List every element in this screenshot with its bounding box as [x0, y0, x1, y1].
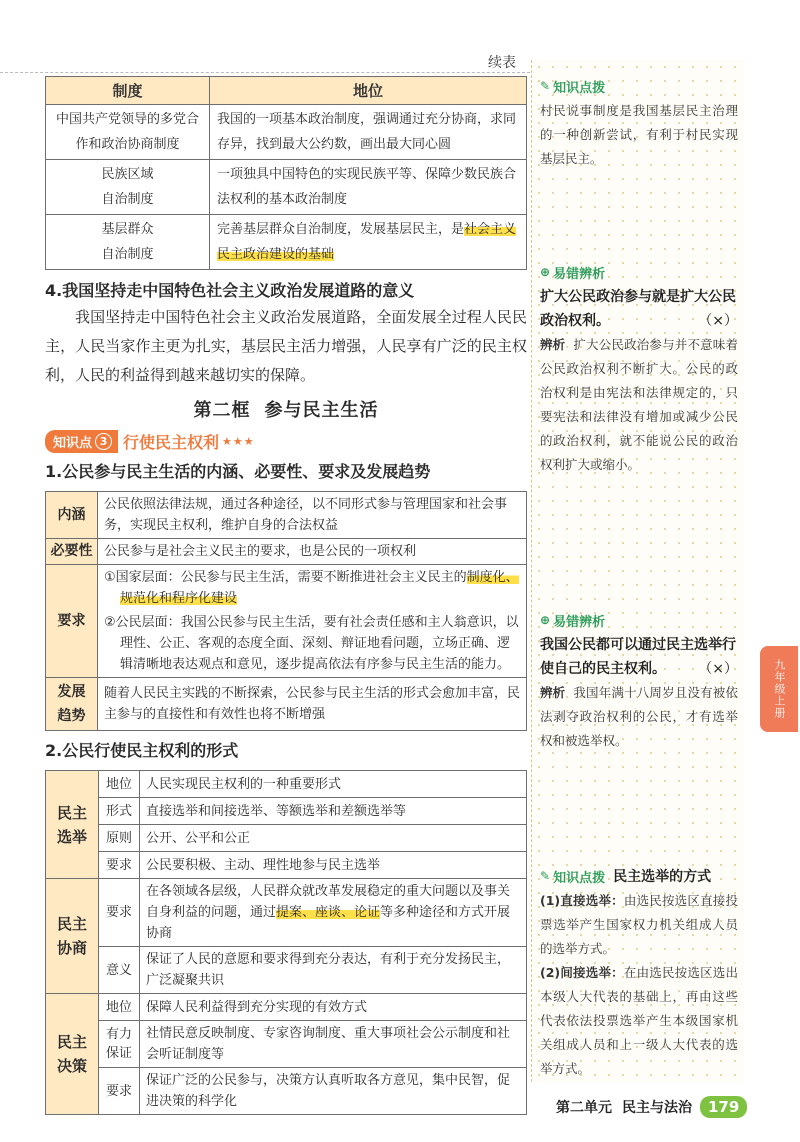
requirement-text: ①国家层面：公民参与民主生活，需要不断推进社会主义民主的: [104, 570, 467, 585]
row-label: 要求: [46, 565, 98, 678]
row-label-text: 发展趋势: [57, 684, 86, 724]
footer-title: 民主与法治: [622, 1100, 692, 1116]
error-box-election: [540, 610, 738, 753]
row-content: 随着人民民主实践的不断探索，公民参与民主生活的形式会愈加丰富，民主参与的直接性和有效性也将不断增强: [98, 678, 527, 731]
analysis-lead: 辨析: [540, 685, 566, 700]
error-header: [540, 610, 738, 630]
item-key: 要求: [99, 852, 140, 879]
frame-title: [45, 394, 527, 428]
item-value: 人民实现民主权利的一种重要形式: [140, 771, 527, 798]
item-lead: (1)直接选举：: [540, 893, 624, 908]
table-header-row: [46, 77, 527, 105]
status-cell: 我国的一项基本政治制度，强调通过充分协商，求同存异，找到最大公约数，画出最大同心圆: [210, 105, 527, 160]
question-text: 我国公民都可以通过民主选举行使自己的民主权利。: [540, 637, 736, 677]
item-lead: (2)间接选举：: [540, 965, 624, 980]
requirement-national: [104, 567, 520, 609]
item-key: [99, 1021, 140, 1068]
highlighted-text: 提案、座谈、论证: [276, 905, 381, 920]
item-value: 保障人民利益得到充分实现的有效方式: [140, 994, 527, 1021]
main-column: [45, 76, 527, 1115]
status-text: 完善基层群众自治制度，发展基层民主，是: [217, 222, 465, 237]
item-key: 要求: [99, 1068, 140, 1115]
item-key: 地位: [99, 994, 140, 1021]
row-content: 公民依照法律法规，通过各种途径，以不同形式参与管理国家和社会事务，实现民主权利，维护自身的合法权益: [98, 492, 527, 539]
magnifier-icon: ⊕: [540, 613, 551, 627]
table-row: [46, 798, 527, 825]
group-label-text: 民主决策: [57, 1033, 88, 1075]
table-row: [46, 565, 527, 678]
system-cell: [46, 160, 210, 215]
item-value: 公开、公平和公正: [140, 825, 527, 852]
footer-unit: 第二单元: [556, 1100, 612, 1116]
table-row: [46, 994, 527, 1021]
tip-icon: ✎: [540, 869, 551, 883]
item-key: 原则: [99, 825, 140, 852]
item-key: 地位: [99, 771, 140, 798]
frame-name: 参与民主生活: [264, 400, 379, 421]
item-text: 在由选民按选区选出本级人大代表的基础上，再由这些代表依法投票选举产生本级国家机关组成人员和上一级人大代表的选举方式。: [540, 965, 738, 1076]
system-text: 基层群众自治制度: [101, 222, 154, 262]
item-value: 公民要积极、主动、理性地参与民主选举: [140, 852, 527, 879]
tip-box-village: [540, 76, 738, 171]
knowledge-point-badge: [45, 430, 118, 453]
table-row: [46, 1021, 527, 1068]
group-label: [46, 771, 99, 879]
judgement-mark: （×）: [698, 313, 738, 329]
highlighted-text: 制度化、规范化和程序化建设: [120, 570, 519, 606]
item-value: 保证了人民的意愿和要求得到充分表达，有利于充分发扬民主，广泛凝聚共识: [140, 947, 527, 994]
item-value: [140, 879, 527, 947]
page-footer: [556, 1096, 747, 1118]
knowledge-point-label: 知识点: [53, 435, 93, 451]
judgement-mark: （×）: [698, 661, 738, 677]
table-row: [46, 215, 527, 270]
tip-body: 村民说事制度是我国基层民主治理的一种创新尝试，有利于村民实现基层民主。: [540, 103, 738, 166]
tip-box-election-methods: [540, 866, 738, 1081]
item-key: 要求: [99, 879, 140, 947]
table-row: [46, 539, 527, 565]
highlighted-text: 社会主义民主政治建设的基础: [217, 222, 517, 262]
tip-icon: ✎: [540, 79, 551, 93]
knowledge-point-header: [45, 428, 527, 454]
tip-item-direct: [540, 889, 738, 961]
header-divider: [0, 72, 530, 73]
sidebar-divider: [531, 60, 532, 1082]
analysis-lead: 辨析: [540, 337, 566, 352]
analysis-text: 我国年满十八周岁且没有被依法剥夺政治权利的公民，才有选举权和被选举权。: [540, 685, 738, 748]
participation-table: [45, 491, 527, 731]
column-header: 制度: [46, 77, 210, 105]
system-cell: [46, 215, 210, 270]
group-label-text: 民主协商: [57, 915, 88, 957]
table-row: [46, 771, 527, 798]
magnifier-icon: ⊕: [540, 265, 551, 279]
knowledge-point-number: 3: [95, 433, 112, 450]
row-label: 内涵: [46, 492, 98, 539]
row-content: [98, 565, 527, 678]
group-label-text: 民主选举: [57, 803, 88, 846]
item-value: 直接选举和间接选举、等额选举和差额选举等: [140, 798, 527, 825]
item-text: 由选民按选区直接投票选举产生国家权力机关组成人员的选举方式。: [540, 893, 738, 956]
requirement-citizen: ②公民层面：我国公民参与民主生活，要有社会责任感和主人翁意识，以理性、公正、客观的态度全面、深刻、辩证地看问题，立场正确、逻辑清晰地表达观点和意见，逐步提高依法有序参与民主生活的能力。: [104, 615, 519, 672]
error-question: [540, 285, 738, 333]
table-row: [46, 678, 527, 731]
item-value: 保证广泛的公民参与，决策方认真听取各方意见，集中民智，促进决策的科学化: [140, 1068, 527, 1115]
subsection-2-title: 2.公民行使民主权利的形式: [45, 741, 239, 760]
item-text: 等多种途径和方式开展协商: [146, 905, 511, 941]
item-text: 在各领域各层级，人民群众就改革发展稳定的重大问题以及事关自身利益的问题，通过: [146, 884, 511, 920]
section-4-title: 4.我国坚持走中国特色社会主义政治发展道路的意义: [45, 281, 415, 300]
item-value: 社情民意反映制度、专家咨询制度、重大事项社会公示制度和社会听证制度等: [140, 1021, 527, 1068]
error-analysis: [540, 333, 738, 477]
analysis-text: 扩大公民政治参与并不意味着公民政治权利不断扩大。公民的政治权利是由宪法和法律规定的，只要宪法和法律没有增加或减少公民的政治权利，就不能说公民的政治权利扩大或缩小。: [540, 337, 738, 472]
error-analysis: [540, 681, 738, 753]
item-key: 形式: [99, 798, 140, 825]
table-row: [46, 1068, 527, 1115]
tip-title: 知识点拨: [553, 870, 606, 886]
status-cell: [210, 215, 527, 270]
error-header: [540, 262, 738, 282]
tip-header: [540, 866, 738, 886]
table-row: [46, 105, 527, 160]
frame-number: 第二框: [193, 400, 251, 421]
system-status-table: [45, 76, 527, 270]
row-content: 公民参与是社会主义民主的要求，也是公民的一项权利: [98, 539, 527, 565]
item-key: 意义: [99, 947, 140, 994]
row-label: [46, 678, 98, 731]
column-header: 地位: [210, 77, 527, 105]
item-key-text: 有力保证: [106, 1027, 133, 1061]
rights-forms-table: [45, 770, 527, 1115]
group-label: [46, 879, 99, 994]
table-row: [46, 852, 527, 879]
table-row: [46, 825, 527, 852]
error-box-participation: [540, 262, 738, 477]
table-row: [46, 879, 527, 947]
table-row: [46, 947, 527, 994]
subsection-1-title: 1.公民参与民主生活的内涵、必要性、要求及发展趋势: [45, 462, 431, 481]
tip-item-indirect: [540, 961, 738, 1081]
knowledge-point-title: 行使民主权利: [123, 432, 220, 452]
grade-tab[interactable]: 九年级上册: [760, 646, 798, 732]
question-text: 扩大公民政治参与就是扩大公民政治权利。: [540, 289, 736, 329]
section-4-body: 我国坚持走中国特色社会主义政治发展道路，全面发展全过程人民民主，人民当家作主更为扎实，基层民主活力增强，人民享有广泛的民主权利，人民的利益得到越来越切实的保障。: [45, 308, 527, 384]
system-cell: 中国共产党领导的多党合作和政治协商制度: [46, 105, 210, 160]
error-title: 易错辨析: [553, 614, 606, 630]
page-number: 179: [700, 1096, 747, 1118]
tip-subject: 民主选举的方式: [613, 869, 712, 885]
error-question: [540, 633, 738, 681]
tip-header: [540, 76, 738, 96]
row-label: 必要性: [46, 539, 98, 565]
star-rating-icon: ★★★: [222, 434, 255, 448]
tip-title: 知识点拨: [553, 80, 606, 96]
error-title: 易错辨析: [553, 266, 606, 282]
table-row: [46, 160, 527, 215]
group-label: [46, 994, 99, 1115]
table-row: [46, 492, 527, 539]
continued-label: 续表: [488, 55, 516, 71]
system-text: 民族区域自治制度: [101, 167, 154, 207]
status-cell: 一项独具中国特色的实现民族平等、保障少数民族合法权利的基本政治制度: [210, 160, 527, 215]
